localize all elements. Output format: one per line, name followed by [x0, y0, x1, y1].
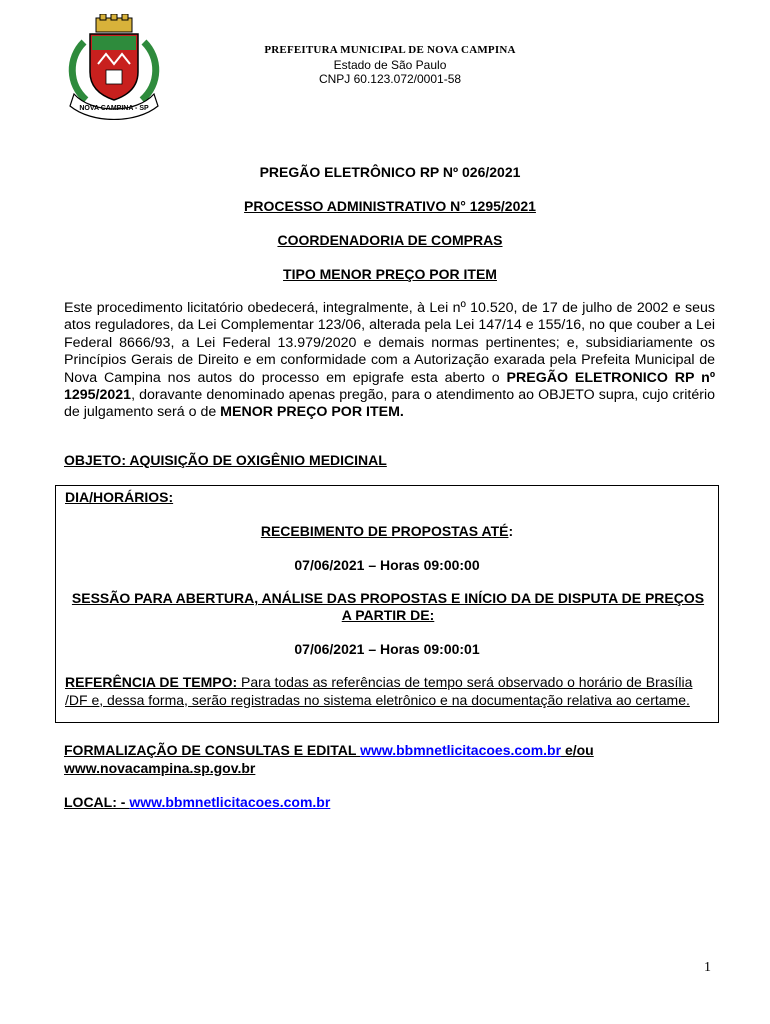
recebimento-heading — [56, 523, 718, 539]
bbmnet-link[interactable]: www.bbmnetlicitacoes.com.br — [360, 742, 562, 758]
formalizacao-block — [64, 742, 716, 777]
coat-of-arms-logo — [62, 14, 166, 120]
formalizacao-eou: e/ou — [561, 742, 594, 758]
crest-text: NOVA CAMPINA - SP — [79, 105, 149, 112]
formalizacao-label: FORMALIZAÇÃO DE CONSULTAS E EDITAL — [64, 742, 361, 758]
local-line — [64, 794, 330, 810]
recebimento-date: 07/06/2021 – Horas 09:00:00 — [294, 557, 480, 573]
processo-title: PROCESSO ADMINISTRATIVO N° 1295/2021 — [244, 198, 536, 214]
intro-text-1: Este procedimento licitatório obedecerá, integralmente, à Lei nº 10.520, de 17 de julho de 2002 e seus atos reguladores, da Lei Complementar 123/06, alterada pela Lei 147/14 e 155/16, no que couber a Lei Federal 8666/93, a Lei Federal 13.979/2020 e demais normas pertinentes; e, subsidiariamente os Princípios Gerais de Direito e em conformidade com a Autorização exarada pela Prefeita Municipal de Nova Campina nos autos do processo em epigrafe esta aberto o — [64, 300, 715, 386]
schedule-box — [55, 485, 719, 723]
referencia-text: Para todas as referências de tempo será observado o horário de Brasília /DF e, dessa forma, serão registradas no sistema eletrônico e na documentação relativa ao certame. — [65, 674, 693, 708]
intro-bold-pregao: PREGÃO ELETRONICO RP nº 1295/2021 — [64, 369, 715, 404]
intro-paragraph — [64, 300, 715, 422]
objeto-heading: OBJETO: AQUISIÇÃO DE OXIGÊNIO MEDICINAL — [64, 452, 387, 468]
novacampina-site[interactable]: www.novacampina.sp.gov.br — [64, 759, 256, 776]
header-state: Estado de São Paulo — [333, 58, 447, 72]
tipo-title: TIPO MENOR PREÇO POR ITEM — [283, 266, 497, 282]
intro-bold-criterio: MENOR PREÇO POR ITEM. — [220, 404, 404, 421]
coordenadoria-title: COORDENADORIA DE COMPRAS — [277, 232, 503, 248]
local-label: LOCAL: - — [64, 794, 130, 810]
header-title: PREFEITURA MUNICIPAL DE NOVA CAMPINA — [264, 44, 516, 56]
referencia-label: REFERÊNCIA DE TEMPO: — [65, 674, 238, 690]
header-cnpj: CNPJ 60.123.072/0001-58 — [318, 72, 462, 86]
sessao-date: 07/06/2021 – Horas 09:00:01 — [294, 641, 480, 657]
dia-horarios-label: DIA/HORÁRIOS: — [65, 489, 174, 505]
referencia-tempo — [65, 674, 713, 709]
pregao-title: PREGÃO ELETRÔNICO RP Nº 026/2021 — [259, 164, 521, 180]
local-link[interactable]: www.bbmnetlicitacoes.com.br — [129, 794, 331, 810]
recebimento-colon: : — [508, 523, 514, 539]
page-number: 1 — [704, 960, 711, 975]
intro-text-2: , doravante denominado apenas pregão, para o atendimento ao OBJETO supra, cujo critério de julgamento será o de — [64, 387, 715, 421]
recebimento-label: RECEBIMENTO DE PROPOSTAS ATÉ — [260, 523, 509, 539]
sessao-heading: SESSÃO PARA ABERTURA, ANÁLISE DAS PROPOSTAS E INÍCIO DA DE DISPUTA DE PREÇOS A PARTIR DE: — [71, 590, 705, 623]
